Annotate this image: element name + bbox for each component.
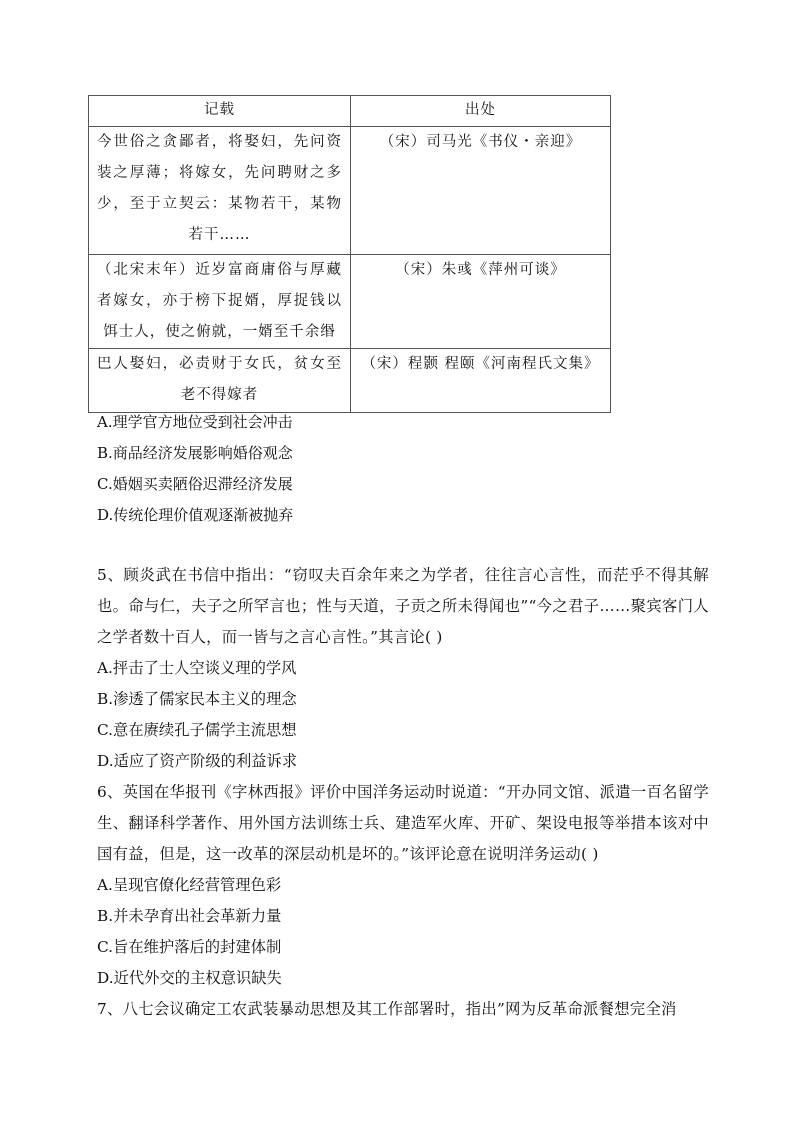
source-cell: （宋）程颢 程颐《河南程氏文集》 <box>351 349 611 413</box>
table-row <box>89 349 611 413</box>
option-d[interactable]: D.传统伦理价值观逐渐被抛弃 <box>97 506 294 524</box>
header-source: 出处 <box>351 96 611 127</box>
header-record: 记载 <box>89 96 351 127</box>
question-5 <box>97 560 709 777</box>
question-7-stem: 7、八七会议确定工农武装暴动思想及其工作部署时，指出”网为反革命派餐想完全消 <box>97 1000 677 1018</box>
option-c[interactable]: C.意在赓续孔子儒学主流思想 <box>97 721 297 739</box>
option-c[interactable]: C.婚姻买卖陋俗迟滞经济发展 <box>97 475 293 493</box>
table-row <box>89 255 611 349</box>
option-d[interactable]: D.近代外交的主权意识缺失 <box>97 969 282 987</box>
source-cell: （宋）朱彧《萍州可谈》 <box>351 255 611 349</box>
records-table <box>88 95 611 413</box>
record-cell: 今世俗之贪鄙者，将娶妇，先问资装之厚薄；将嫁女，先问聘财之多少，至于立契云：某物若干，某物若干…… <box>89 127 351 255</box>
table-header-row <box>89 96 611 127</box>
source-cell: （宋）司马光《书仪・亲迎》 <box>351 127 611 255</box>
option-c[interactable]: C.旨在维护落后的封建体制 <box>97 938 282 956</box>
table-row <box>89 127 611 255</box>
question-5-stem: 5、顾炎武在书信中指出：“窃叹夫百余年来之为学者，往往言心言性，而茫乎不得其解也。命与仁，夫子之所罕言也；性与天道，子贡之所未得闻也”“今之君子……聚宾客门人之学者数十百人，而一皆与之言心言性。”其言论( ) <box>97 566 709 646</box>
record-cell: （北宋末年）近岁富商庸俗与厚藏者嫁女，亦于榜下捉婿，厚捉钱以饵士人，使之俯就，一婿至千余缗 <box>89 255 351 349</box>
question-7 <box>97 994 709 1025</box>
option-a[interactable]: A.呈现官僚化经营管理色彩 <box>97 876 282 894</box>
option-a[interactable]: A.抨击了士人空谈义理的学风 <box>97 659 297 677</box>
question-6-stem: 6、英国在华报刊《字林西报》评价中国洋务运动时说道：“开办同文馆、派遣一百名留学生、翻译科学著作、用外国方法训练士兵、建造军火库、开矿、架设电报等举措本该对中国有益，但是，这一改革的深层动机是坏的。”该评论意在说明洋务运动( ) <box>97 783 709 863</box>
question-6 <box>97 777 709 994</box>
option-b[interactable]: B.商品经济发展影响婚俗观念 <box>97 444 293 462</box>
option-d[interactable]: D.适应了资产阶级的利益诉求 <box>97 752 298 770</box>
record-cell: 巴人娶妇，必责财于女氏，贫女至老不得嫁者 <box>89 349 351 413</box>
option-a[interactable]: A.理学官方地位受到社会冲击 <box>97 413 293 431</box>
option-b[interactable]: B.渗透了儒家民本主义的理念 <box>97 690 297 708</box>
option-b[interactable]: B.并未孕育出社会革新力量 <box>97 907 282 925</box>
q4-options <box>97 407 293 531</box>
